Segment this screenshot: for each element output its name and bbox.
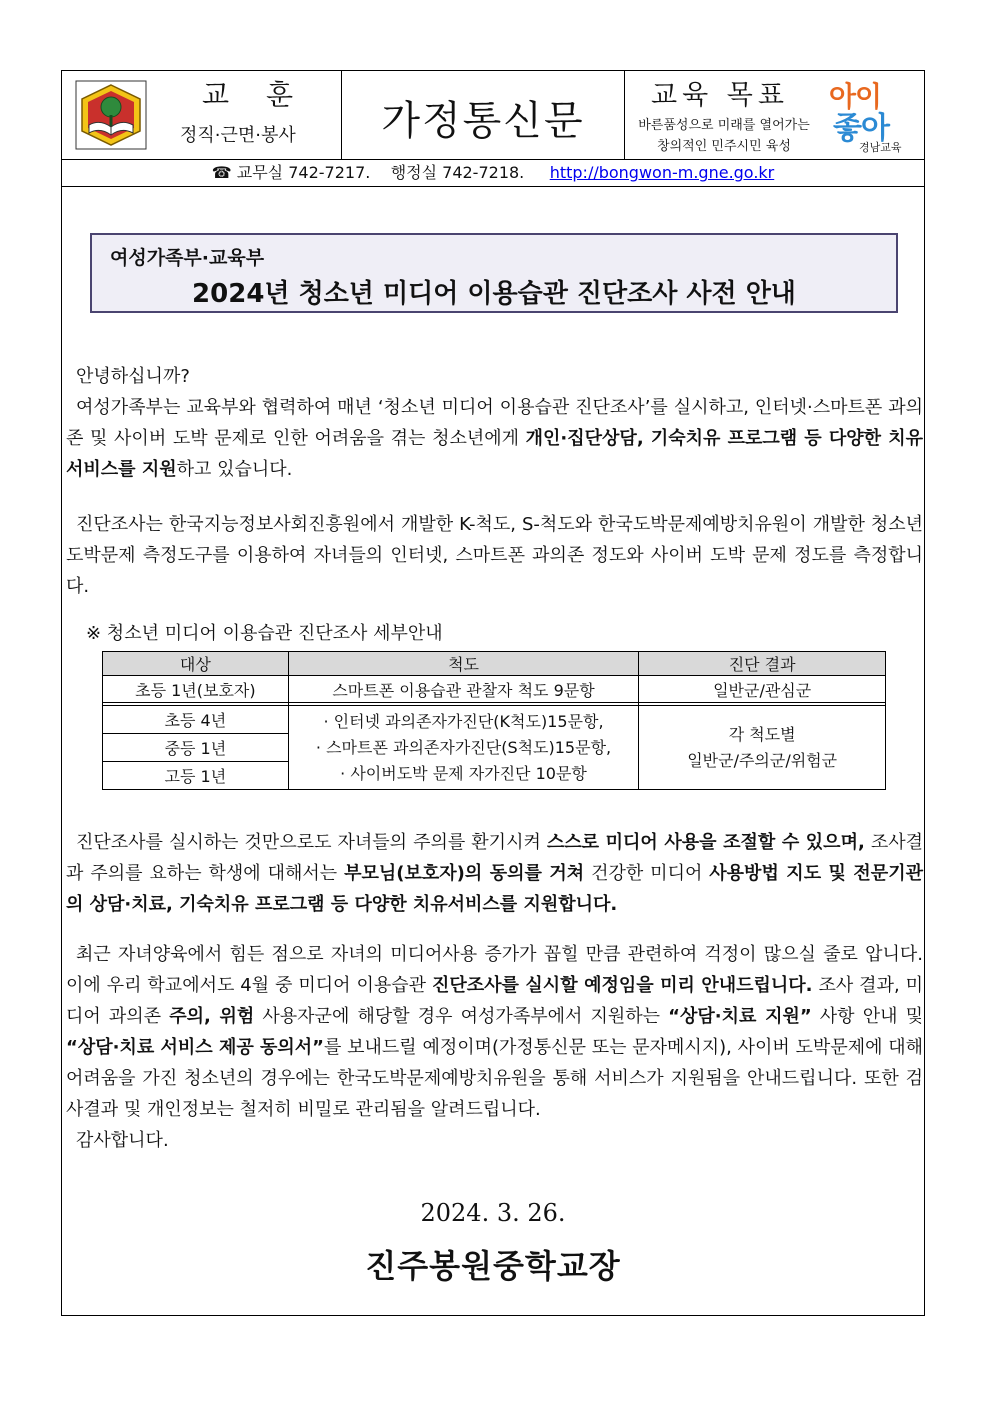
scale-list-cell [288, 706, 639, 790]
intro-text [66, 392, 923, 485]
signer: 진주봉원중학교장 [365, 1247, 621, 1285]
notice-title-box [90, 233, 898, 313]
effect-text [66, 827, 923, 920]
intro-text-bold: 개인·집단상담, 기숙치유 프로그램 등 다양한 치유서비스를 지원 [66, 428, 923, 480]
effect-text-c: 건강한 미디어 [584, 863, 710, 884]
result-line: 일반군/주의군/위험군 [687, 750, 838, 770]
survey-detail-table [102, 651, 886, 790]
target-cell: 중등 1년 [103, 734, 289, 762]
scale-item: · 스마트폰 과의존자가진단(S척도)15문항, [315, 737, 612, 757]
plan-text-c: 사용자군에 해당할 경우 여성가족부에서 지원하는 [254, 1006, 669, 1027]
plan-text-e: 를 보내드릴 예정이며(가정통신문 또는 문자메시지), 사이버 도박문제에 대해 어려움을 가진 청소년의 경우에는 한국도박문제예방치유원을 통해 서비스가 지원됨을 안내드립니다. 또한 검사결과 및 개인정보는 철저히 비밀로 관리됨을 알려드립니다. [66, 1037, 924, 1120]
result-group-cell [639, 706, 886, 790]
scale-item: · 인터넷 과의존자가진단(K척도)15문항, [323, 711, 604, 731]
detail-note: ※ 청소년 미디어 이용습관 진단조사 세부안내 [86, 623, 443, 644]
effect-text-bold-2: 부모님(보호자)의 동의를 거쳐 [344, 863, 585, 884]
goal-text [629, 115, 819, 157]
newsletter-title: 가정통신문 [381, 98, 585, 144]
office-phone: 교무실 742-7217. [236, 163, 371, 182]
plan-text-d: 사항 안내 및 [811, 1006, 923, 1027]
header-target: 대상 [103, 652, 289, 676]
effect-text-bold-3: 사용방법 지도 및 전문기관의 상담·치료, 기숙치유 프로그램 등 다양한 치유서비스를 지원합니다. [66, 863, 923, 915]
header-scale: 척도 [288, 652, 639, 676]
plan-text [66, 939, 923, 1125]
logo-word-1: 아이 [829, 80, 882, 113]
goal-title: 교육 목표 [651, 80, 789, 111]
plan-text-a: 최근 자녀양육에서 힘든 점으로 자녀의 미디어사용 증가가 꼽힐 만큼 관련하여 걱정이 많으실 줄로 압니다. 이에 우리 학교에서도 4월 중 미디어 이용습관 [66, 944, 923, 996]
target-cell: 초등 4년 [103, 706, 289, 734]
motto-title: 교 훈 [202, 78, 307, 111]
greeting: 안녕하십니까? [76, 366, 190, 387]
motto-text: 정직·근면·봉사 [180, 125, 296, 146]
survey-description [66, 509, 923, 602]
notice-ministries: 여성가족부·교육부 [110, 247, 265, 269]
intro-paragraph [66, 361, 923, 485]
intro-text-b: 하고 있습니다. [176, 459, 293, 480]
gyeongnam-education-logo [823, 75, 923, 157]
result-line: 각 척도별 [728, 724, 796, 744]
logo-word-2: 좋아 [833, 111, 889, 146]
target-cell: 고등 1년 [103, 762, 289, 790]
plan-text-bold-3: “상담·치료 지원” [668, 1006, 812, 1027]
contact-bar [62, 159, 924, 187]
effect-text-bold-1: 스스로 미디어 사용을 조절할 수 있으며, [546, 832, 865, 853]
result-cell: 일반군/관심군 [639, 676, 886, 703]
notice-title: 2024년 청소년 미디어 이용습관 진단조사 사전 안내 [192, 279, 796, 309]
newsletter-page [61, 70, 925, 1316]
intro-text-a: 여성가족부는 교육부와 협력하여 매년 ‘청소년 미디어 이용습관 진단조사’를 실시하고, 인터넷·스마트폰 과의존 및 사이버 도박 문제로 인한 어려움을 겪는 청소년에게 [66, 397, 923, 449]
issue-date: 2024. 3. 26. [420, 1199, 566, 1227]
plan-text-bold-2: 주의, 위험 [169, 1006, 255, 1027]
scale-item: · 사이버도박 문제 자가진단 10문항 [340, 763, 587, 783]
plan-text-bold-1: 진단조사를 실시할 예정임을 미리 안내드립니다. [432, 975, 813, 996]
plan-paragraph [66, 939, 923, 1156]
admin-phone: 행정실 742-7218. [390, 163, 525, 182]
telephone-icon: ☎ [211, 163, 232, 182]
school-emblem-icon [74, 79, 148, 151]
scale-cell: 스마트폰 이용습관 관찰자 척도 9문항 [288, 676, 639, 703]
table-header-row [103, 652, 886, 676]
goal-line-2: 창의적인 민주시민 육성 [657, 139, 791, 154]
school-motto-cell [62, 71, 342, 159]
school-website-link[interactable]: http://bongwon-m.gne.go.kr [549, 163, 775, 182]
target-cell: 초등 1년(보호자) [103, 676, 289, 703]
closing-thanks: 감사합니다. [76, 1130, 169, 1151]
effect-text-a: 진단조사를 실시하는 것만으로도 자녀들의 주의를 환기시켜 [76, 832, 547, 853]
header-result: 진단 결과 [639, 652, 886, 676]
plan-text-b: 조사 결과, 미디어 과의존 [66, 975, 924, 1027]
title-cell [342, 71, 625, 159]
survey-description-text: 진단조사는 한국지능정보사회진흥원에서 개발한 K-척도, S-척도와 한국도박문제예방치유원이 개발한 청소년 도박문제 측정도구를 이용하여 자녀들의 인터넷, 스마트폰 과의존 정도와 사이버 도박 문제 정도를 측정합니다. [66, 514, 923, 597]
plan-text-bold-4: “상담·치료 서비스 제공 동의서” [66, 1037, 325, 1058]
logo-caption: 경남교육 [859, 141, 902, 154]
effect-paragraph [66, 827, 923, 920]
table-row [103, 706, 886, 734]
education-goal-cell [625, 71, 925, 159]
goal-line-1: 바른품성으로 미래를 열어가는 [638, 118, 810, 133]
letterhead [62, 71, 924, 160]
table-row [103, 676, 886, 703]
effect-text-b: 조사결과 주의를 요하는 학생에 대해서는 [66, 832, 923, 884]
